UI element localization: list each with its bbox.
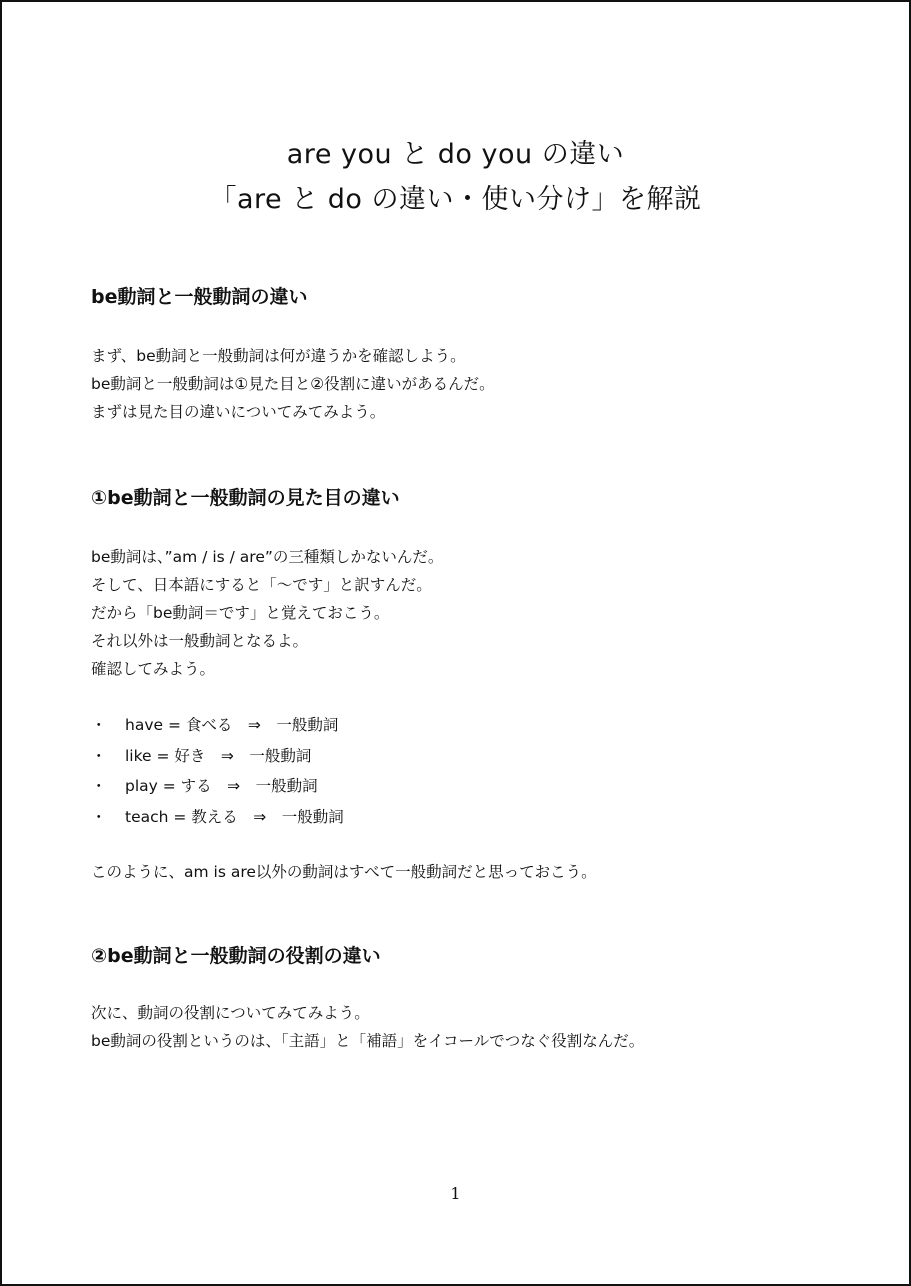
paragraph-line: それ以外は一般動詞となるよ。	[91, 632, 309, 650]
paragraph-line: be動詞と一般動詞は①見た目と②役割に違いがあるんだ。	[91, 375, 495, 393]
bullet-marker: ・	[91, 808, 107, 827]
list-item	[91, 741, 344, 772]
list-item-text: have = 食べる ⇒ 一般動詞	[125, 716, 339, 734]
list-item-text: like = 好き ⇒ 一般動詞	[125, 746, 312, 765]
bullet-marker: ・	[91, 746, 107, 765]
paragraph-line: そして、日本語にすると「～です」と訳すんだ。	[91, 576, 432, 594]
paragraph-line: 次に、動詞の役割についてみてみよう。	[91, 1004, 370, 1022]
section-heading-appearance: ①be動詞と一般動詞の見た目の違い	[91, 487, 400, 509]
list-item	[91, 710, 344, 741]
paragraph-line: be動詞の役割というのは、「主語」と「補語」をイコールでつなぐ役割なんだ。	[91, 1032, 645, 1050]
paragraph-line: だから「be動詞＝です」と覚えておこう。	[91, 604, 390, 622]
paragraph-line: まず、be動詞と一般動詞は何が違うかを確認しよう。	[91, 347, 466, 365]
bullet-marker: ・	[91, 716, 107, 734]
paragraph-line: 確認してみよう。	[91, 660, 216, 678]
role-paragraph	[91, 999, 644, 1055]
section-heading-role: ②be動詞と一般動詞の役割の違い	[91, 945, 381, 967]
appearance-paragraph	[91, 543, 443, 683]
appearance-closing	[91, 858, 597, 886]
list-item-text: teach = 教える ⇒ 一般動詞	[125, 808, 344, 827]
page-number: 1	[450, 1184, 461, 1203]
document-title-line2: 「are と do の違い・使い分け」を解説	[209, 184, 702, 215]
paragraph-line: be動詞は、”am / is / are”の三種類しかないんだ。	[91, 548, 444, 566]
section-heading-differences: be動詞と一般動詞の違い	[91, 286, 308, 308]
paragraph-line: まずは見た目の違いについてみてみよう。	[91, 403, 386, 421]
list-item-text: play = する ⇒ 一般動詞	[125, 777, 318, 796]
list-item	[91, 771, 344, 802]
verb-example-list	[91, 710, 344, 833]
bullet-marker: ・	[91, 777, 107, 796]
list-item	[91, 802, 344, 833]
document-title-line1: are you と do you の違い	[286, 139, 625, 170]
paragraph-line: このように、am is are以外の動詞はすべて一般動詞だと思っておこう。	[91, 863, 597, 881]
section-intro-paragraph	[91, 342, 495, 426]
